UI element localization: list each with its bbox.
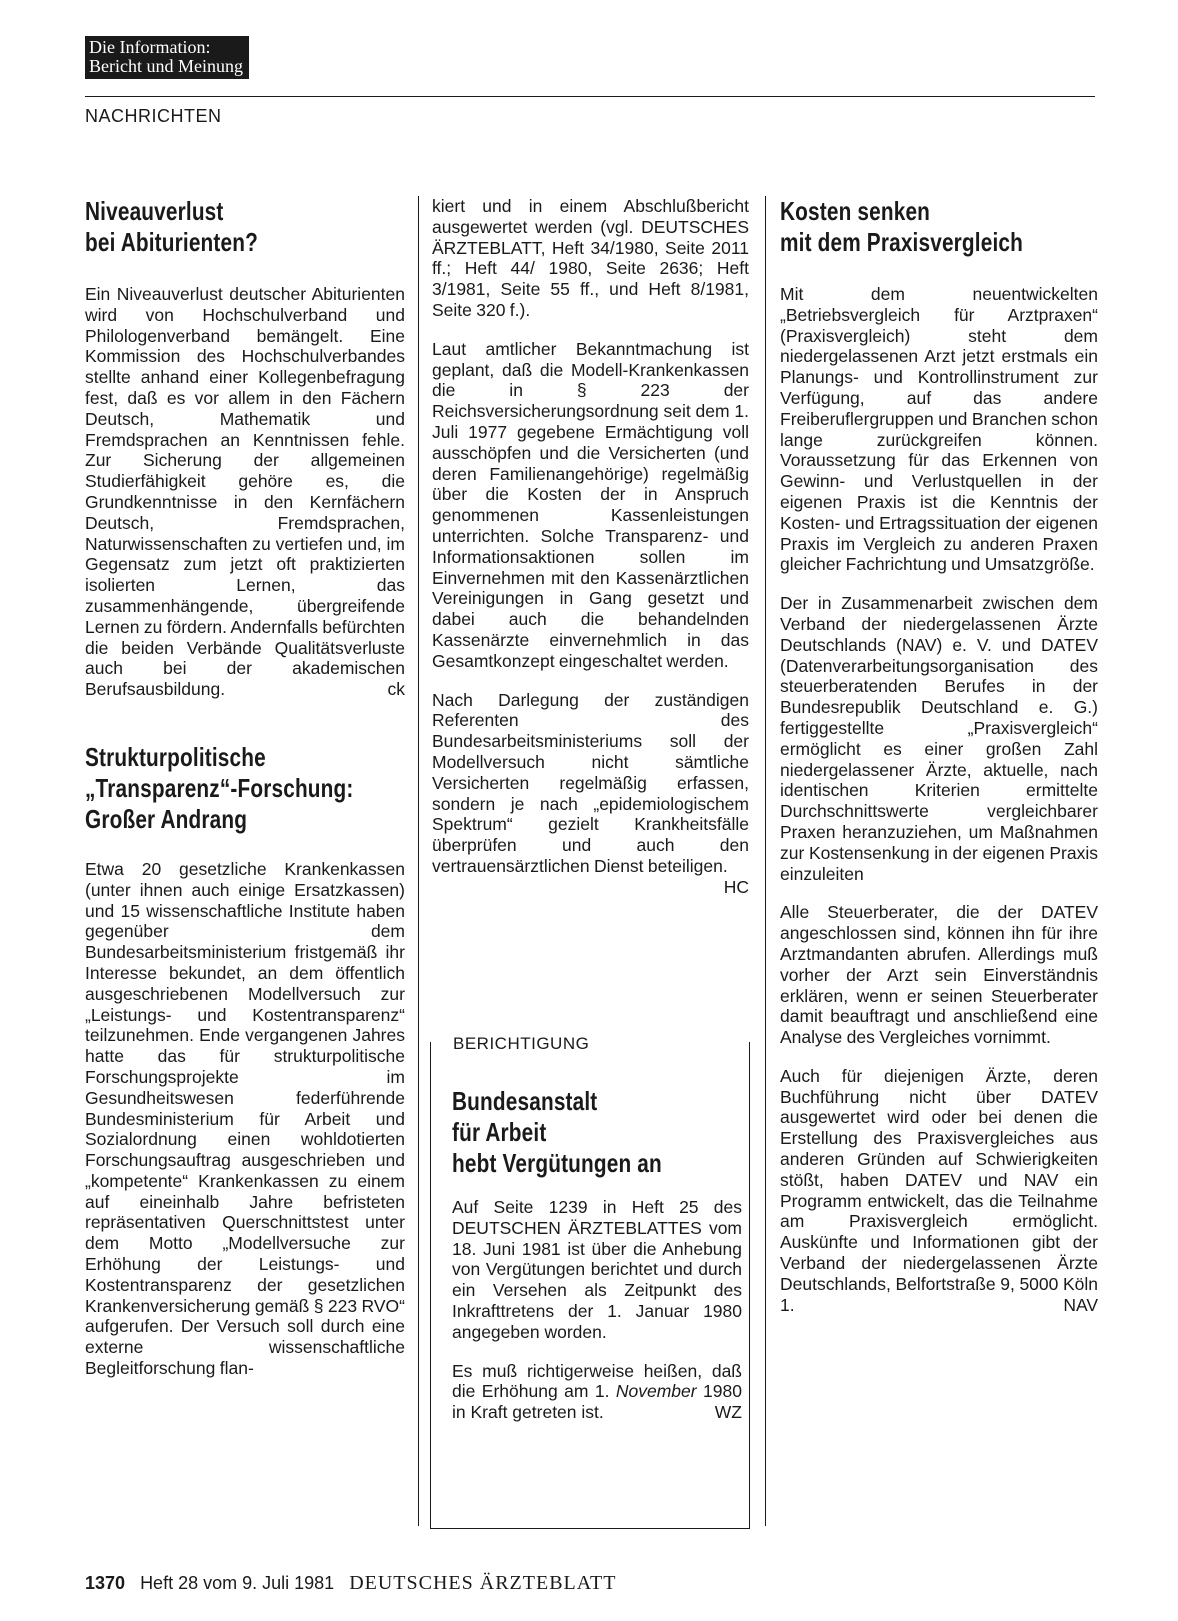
article-3-paragraph-4: Auch für diejenigen Ärzte, deren Buchführung nicht über DATEV ausgewertet wird oder bei denen die Erstellung des Praxisvergleiches aus anderen Gründen auf Schwierigkeiten stößt, haben DATEV und NAV ein Programm entwickelt, das die Teilnahme am Praxisvergleich ermöglicht. Auskünfte und Informationen gibt der Verband der niedergelassenen Ärzte Deutschlands, Belfortstraße 9, 5000 Köln 1. NAV — [780, 1065, 1098, 1315]
article-3-title-line-1: Kosten senken — [780, 196, 931, 226]
correction-title-line-2: für Arbeit — [452, 1117, 547, 1147]
article-3-paragraph-1: Mit dem neuentwickelten „Betriebsvergleich für Arztpraxen“ (Praxisvergleich) steht dem niedergelassenen Arzt jetzt erstmals ein Planungs- und Kontrollinstrument zur Verfügung, auf das andere Freiberuflergruppen und Branchen schon lange zurückgreifen können. Voraussetzung für das Erkennen von Gewinn- und Verlustquellen in der eigenen Praxis ist die Kenntnis der Kosten- und Ertragssituation der eigenen Praxis im Vergleich zu anderen Praxen gleicher Fachrichtung und Umsatzgröße. — [780, 284, 1098, 575]
correction-signature: WZ — [714, 1402, 742, 1423]
column-1 — [85, 196, 405, 1379]
masthead-line-2: Bericht und Meinung — [89, 56, 243, 76]
article-3-title-line-2: mit dem Praxisvergleich — [780, 227, 1023, 257]
article-1-title-line-2: bei Abiturienten? — [85, 227, 258, 257]
article-2-title-line-1: Strukturpolitische — [85, 741, 266, 772]
article-2-continuation-1: kiert und in einem Abschlußbericht ausgewertet werden (vgl. DEUTSCHES ÄRZTEBLATT, Heft 34/1980, Seite 2011 ff.; Heft 44/ 1980, Seite 2636; Heft 3/1981, Seite 55 ff., und Heft 8/1981, Seite 320 f.). — [432, 196, 749, 320]
article-1-title-line-1: Niveauverlust — [85, 196, 224, 226]
article-3-paragraph-3: Alle Steuerberater, die der DATEV angeschlossen sind, können ihn für ihre Arztmandanten abrufen. Allerdings muß vorher der Arzt sein Einverständnis erklären, wenn er seinen Steuerberater damit beauftragt und anschließend eine Analyse des Vergleiches vornimmt. — [780, 902, 1098, 1048]
article-2-title-line-2: „Transparenz“-Forschung: — [85, 772, 354, 803]
column-divider-2 — [765, 196, 766, 1526]
article-2-continuation-2: Laut amtlicher Bekanntmachung ist geplant, daß die Modell-Krankenkassen die in § 223 der Reichsversicherungsordnung seit dem 1. Juli 1977 gegebene Ermächtigung voll ausschöpfen und die Versicherten (und deren Familienangehörige) regelmäßig über die Kosten der in Anspruch genommenen Kassenleistungen unterrichten. Solche Transparenz- und Informationsaktionen sollen im Einvernehmen mit den Kassenärztlichen Vereinigungen in Gang gesetzt und dabei auch die behandelnden Kassenärzte einvernehmlich in das Gesamtkonzept eingeschaltet werden. — [432, 338, 749, 671]
masthead — [85, 36, 249, 79]
correction-italic-word: November — [615, 1381, 697, 1402]
column-divider-1 — [418, 196, 419, 1526]
correction-paragraph-2: Es muß richtigerweise heißen, daß die Erhöhung am 1. November 1980 in Kraft getreten ist. WZ — [452, 1360, 742, 1423]
masthead-line-1: Die Information: — [89, 37, 211, 57]
article-2-title-line-3: Großer Andrang — [85, 803, 248, 834]
column-3 — [780, 196, 1098, 1315]
page-number: 1370 — [85, 1573, 126, 1593]
section-label: NACHRICHTEN — [85, 106, 222, 126]
article-2-body: Etwa 20 gesetzliche Krankenkassen (unter ihnen auch einige Ersatzkassen) und 15 wissenschaftliche Institute haben gegenüber dem Bundesarbeitsministerium fristgemäß ihr Interesse bekundet, an dem öffentlich ausgeschriebenen Modellversuch zur „Leistungs- und Kostentransparenz“ teilzunehmen. Ende vergangenen Jahres hatte das für strukturpolitische Forschungsprojekte im Gesundheitswesen federführende Bundesministerium für Arbeit und Sozialordnung einen wohldotierten Forschungsauftrag ausgeschrieben und „kompetente“ Krankenkassen zu einem auf eineinhalb Jahre befristeten repräsentativen Querschnittstest unter dem Motto „Modellversuche zur Erhöhung der Leistungs- und Kostentransparenz der gesetzlichen Krankenversicherung gemäß § 223 RVO“ aufgerufen. Der Versuch soll durch eine externe wissenschaftliche Begleitforschung flan- — [85, 858, 405, 1379]
magazine-name: DEUTSCHES ÄRZTEBLATT — [349, 1572, 617, 1594]
correction-paragraph-1: Auf Seite 1239 in Heft 25 des DEUTSCHEN ÄRZTEBLATTES vom 18. Juni 1981 ist über die Anhebung von Vergütungen berichtet und durch ein Versehen als Zeitpunkt des Inkrafttretens der 1. Januar 1980 angegeben worden. — [452, 1197, 742, 1342]
correction-title-line-1: Bundesanstalt — [452, 1086, 598, 1116]
correction-body — [452, 1086, 742, 1423]
article-2-signature: HC — [723, 876, 749, 897]
page-footer — [85, 1572, 616, 1595]
header-rule — [85, 96, 1095, 97]
correction-label: BERICHTIGUNG — [450, 1034, 592, 1054]
issue-info: Heft 28 vom 9. Juli 1981 — [140, 1573, 335, 1593]
article-2-continuation-3: Nach Darlegung der zuständigen Referenten des Bundesarbeitsministeriums soll der Modellversuch nicht sämtliche Versicherten regelmäßig erfassen, sondern je nach „epidemiologischem Spektrum“ gezielt Krankheitsfälle überprüfen und auch den vertrauensärztlichen Dienst beteiligen. HC — [432, 689, 749, 897]
column-2 — [432, 196, 749, 898]
article-3-signature: NAV — [1063, 1294, 1098, 1315]
article-1-body: Ein Niveauverlust deutscher Abiturienten wird von Hochschulverband und Philologenverband bemängelt. Eine Kommission des Hochschulverbandes stellte anhand einer Kollegenbefragung fest, daß es vor allem in den Fächern Deutsch, Mathematik und Fremdsprachen an Kenntnissen fehle. Zur Sicherung der allgemeinen Studierfähigkeit gehöre es, die Grundkenntnisse in den Kernfächern Deutsch, Fremdsprachen, Naturwissenschaften zu vertiefen und, im Gegensatz zum jetzt oft praktizierten isolierten Lernen, das zusammenhängende, übergreifende Lernen zu fördern. Andernfalls befürchten die beiden Verbände Qualitätsverluste auch bei der akademischen Berufsausbildung. ck — [85, 284, 406, 700]
article-1-signature: ck — [387, 679, 405, 700]
correction-title-line-3: hebt Vergütungen an — [452, 1148, 662, 1178]
article-3-paragraph-2: Der in Zusammenarbeit zwischen dem Verband der niedergelassenen Ärzte Deutschlands (NAV) e. V. und DATEV (Datenverarbeitungsorganisation des steuerberatenden Berufes in der Bundesrepublik Deutschland e. G.) fertiggestellte „Praxisvergleich“ ermöglicht es einer großen Zahl niedergelassener Ärzte, aktuelle, nach identischen Kriterien ermittelte Durchschnittswerte vergleichbarer Praxen heranzuziehen, um Maßnahmen zur Kostensenkung in der eigenen Praxis einzuleiten — [780, 593, 1098, 884]
